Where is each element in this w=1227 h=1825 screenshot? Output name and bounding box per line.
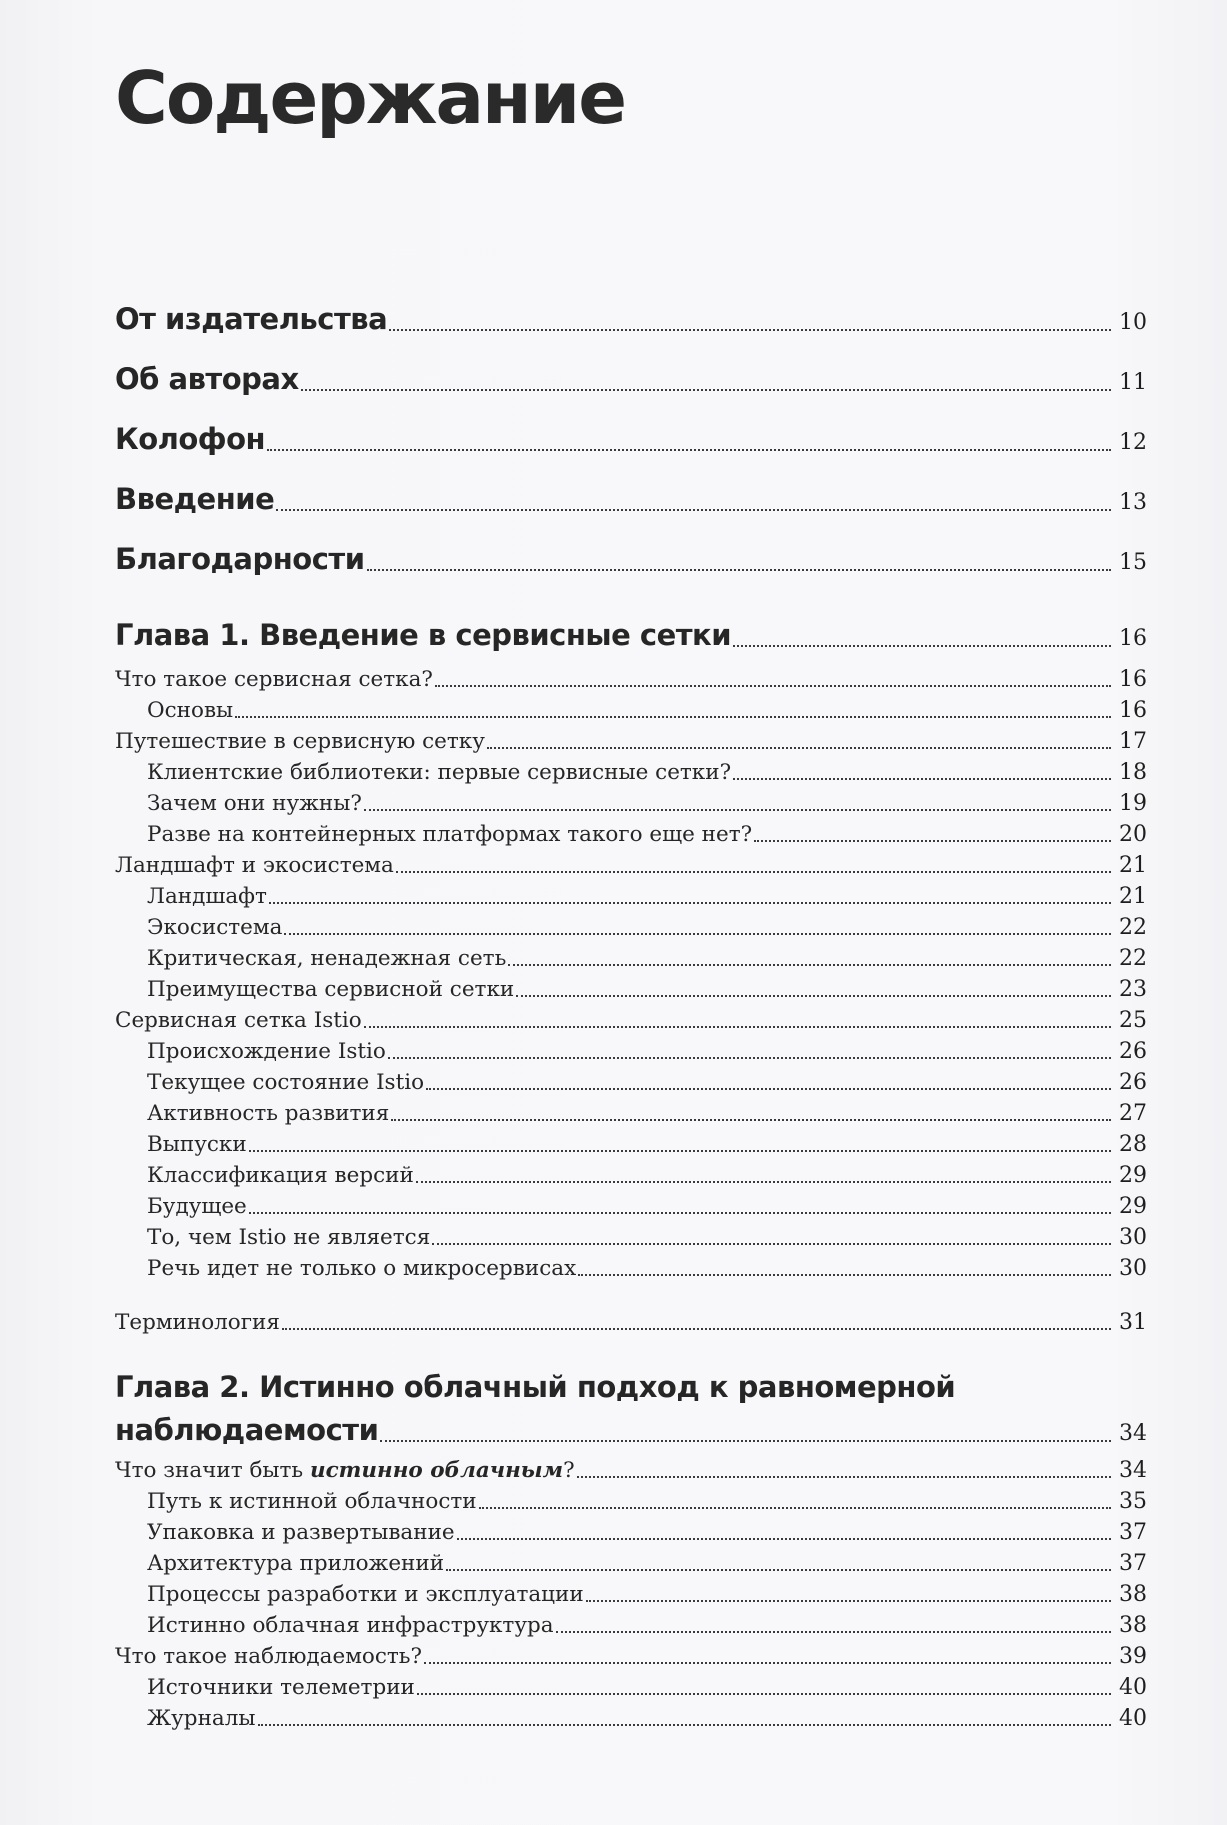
toc-entry[interactable] xyxy=(115,362,1147,396)
toc-label-prefix: Что значит быть xyxy=(115,1458,310,1483)
dot-leader xyxy=(754,839,1111,842)
toc-subsection[interactable] xyxy=(147,1039,1147,1064)
toc-chapter-label: Глава 1. Введение в сервисные сетки xyxy=(115,618,732,652)
toc-chapter-label: наблюдаемости xyxy=(115,1413,379,1447)
toc-page-number: 39 xyxy=(1119,1644,1147,1669)
dot-leader xyxy=(367,568,1111,571)
toc-page-number: 16 xyxy=(1119,626,1147,651)
dot-leader xyxy=(276,508,1111,511)
toc-subsection-label: Путь к истинной облачности xyxy=(147,1489,477,1514)
toc-page-number: 38 xyxy=(1119,1613,1147,1638)
toc-subsection[interactable] xyxy=(147,884,1147,909)
toc-entry[interactable] xyxy=(115,422,1147,456)
toc-subsection-label: Критическая, ненадежная сеть xyxy=(147,946,507,971)
toc-section-label: Что такое сервисная сетка? xyxy=(115,667,433,692)
toc-subsection[interactable] xyxy=(147,1706,1147,1731)
dot-leader xyxy=(364,808,1111,811)
toc-subsection[interactable] xyxy=(147,1256,1147,1281)
toc-page-number: 21 xyxy=(1119,853,1147,878)
toc-page-number: 21 xyxy=(1119,884,1147,909)
toc-section-label xyxy=(115,1458,575,1483)
toc-subsection-label: Журналы xyxy=(147,1706,256,1731)
toc-subsection-label: Ландшафт xyxy=(147,884,267,909)
toc-subsection[interactable] xyxy=(147,1675,1147,1700)
toc-subsection-label: Источники телеметрии xyxy=(147,1675,415,1700)
toc-page-number: 34 xyxy=(1119,1458,1147,1483)
dot-leader xyxy=(457,1537,1111,1540)
dot-leader xyxy=(416,1180,1111,1183)
toc-page-number: 37 xyxy=(1119,1551,1147,1576)
toc-subsection[interactable] xyxy=(147,1225,1147,1250)
toc-subsection-label: Преимущества сервисной сетки xyxy=(147,977,515,1002)
toc-page-number: 30 xyxy=(1119,1256,1147,1281)
toc-subsection-label: Активность развития xyxy=(147,1101,390,1126)
toc-page-number: 29 xyxy=(1119,1163,1147,1188)
toc-page-number: 26 xyxy=(1119,1039,1147,1064)
toc-subsection-label: Процессы разработки и эксплуатации xyxy=(147,1582,584,1607)
toc-subsection[interactable] xyxy=(147,915,1147,940)
dot-leader xyxy=(389,328,1111,331)
dot-leader xyxy=(235,715,1111,718)
toc-subsection[interactable] xyxy=(147,1070,1147,1095)
toc-page-number: 22 xyxy=(1119,946,1147,971)
toc-page-number: 10 xyxy=(1119,310,1147,335)
dot-leader xyxy=(396,870,1111,873)
dot-leader xyxy=(578,1273,1111,1276)
dot-leader xyxy=(249,1211,1111,1214)
toc-page-number: 16 xyxy=(1119,667,1147,692)
toc-section[interactable] xyxy=(115,1644,1147,1669)
page-title: Содержание xyxy=(115,56,626,140)
toc-page-number: 17 xyxy=(1119,729,1147,754)
toc-label-emphasis: истинно облачным xyxy=(309,1458,564,1483)
toc-page-number: 26 xyxy=(1119,1070,1147,1095)
toc-subsection-label: Экосистема xyxy=(147,915,283,940)
toc-page-number: 16 xyxy=(1119,698,1147,723)
toc-section-label: Что такое наблюдаемость? xyxy=(115,1644,423,1669)
dot-leader xyxy=(249,1149,1111,1152)
dot-leader xyxy=(417,1692,1111,1695)
dot-leader xyxy=(446,1568,1111,1571)
toc-subsection-label: Клиентские библиотеки: первые сервисные сетки? xyxy=(147,760,732,785)
toc-page-number: 31 xyxy=(1119,1310,1147,1335)
toc-subsection-label: Зачем они нужны? xyxy=(147,791,362,816)
toc-page-number: 25 xyxy=(1119,1008,1147,1033)
toc-section[interactable] xyxy=(115,667,1147,692)
toc-subsection[interactable] xyxy=(147,1132,1147,1157)
dot-leader xyxy=(586,1599,1111,1602)
toc-chapter[interactable] xyxy=(115,1413,1147,1447)
toc-subsection-label: Речь идет не только о микросервисах xyxy=(147,1256,577,1281)
toc-page-number: 34 xyxy=(1119,1421,1147,1446)
dot-leader xyxy=(267,448,1111,451)
dot-leader xyxy=(577,1475,1111,1478)
toc-page-number: 19 xyxy=(1119,791,1147,816)
toc-entry[interactable] xyxy=(115,302,1147,336)
dot-leader xyxy=(391,1118,1111,1121)
toc-subsection[interactable] xyxy=(147,1101,1147,1126)
toc-page-number: 30 xyxy=(1119,1225,1147,1250)
toc-section-label: Терминология xyxy=(115,1310,280,1335)
toc-page-number: 28 xyxy=(1119,1132,1147,1157)
toc-subsection-label: То, чем Istio не является xyxy=(147,1225,431,1250)
dot-leader xyxy=(284,932,1111,935)
toc-subsection-label: Упаковка и развертывание xyxy=(147,1520,455,1545)
toc-subsection[interactable] xyxy=(147,977,1147,1002)
toc-label-suffix: ? xyxy=(563,1458,575,1483)
dot-leader xyxy=(426,1087,1111,1090)
toc-page-number: 12 xyxy=(1119,430,1147,455)
toc-subsection-label: Разве на контейнерных платформах такого еще нет? xyxy=(147,822,753,847)
dot-leader xyxy=(733,644,1111,647)
toc-entry-label: Введение xyxy=(115,482,275,516)
toc-subsection-label: Происхождение Istio xyxy=(147,1039,386,1064)
dot-leader xyxy=(487,746,1111,749)
toc-entry-label: Благодарности xyxy=(115,542,365,576)
toc-subsection[interactable] xyxy=(147,1613,1147,1638)
dot-leader xyxy=(556,1630,1111,1633)
toc-subsection[interactable] xyxy=(147,946,1147,971)
dot-leader xyxy=(516,994,1111,997)
toc-page-number: 40 xyxy=(1119,1706,1147,1731)
toc-subsection[interactable] xyxy=(147,822,1147,847)
dot-leader xyxy=(435,684,1111,687)
toc-section[interactable] xyxy=(115,853,1147,878)
dot-leader xyxy=(424,1661,1111,1664)
dot-leader xyxy=(432,1242,1111,1245)
toc-page-number: 23 xyxy=(1119,977,1147,1002)
toc-section-label: Путешествие в сервисную сетку xyxy=(115,729,485,754)
toc-subsection[interactable] xyxy=(147,1194,1147,1219)
toc-subsection[interactable] xyxy=(147,1489,1147,1514)
dot-leader xyxy=(380,1439,1111,1442)
toc-page-number: 13 xyxy=(1119,490,1147,515)
toc-page-number: 38 xyxy=(1119,1582,1147,1607)
toc-entry[interactable] xyxy=(115,542,1147,576)
dot-leader xyxy=(301,388,1111,391)
toc-section[interactable] xyxy=(115,729,1147,754)
toc-section[interactable] xyxy=(115,1310,1147,1335)
toc-subsection-label: Архитектура приложений xyxy=(147,1551,445,1576)
dot-leader xyxy=(282,1327,1111,1330)
toc-subsection-label: Основы xyxy=(147,698,234,723)
toc-subsection-label: Классификация версий xyxy=(147,1163,414,1188)
toc-subsection-label: Будущее xyxy=(147,1194,247,1219)
dot-leader xyxy=(258,1723,1112,1726)
toc-section-label: Ландшафт и экосистема xyxy=(115,853,394,878)
toc-section[interactable] xyxy=(115,1458,1147,1483)
toc-page-number: 40 xyxy=(1119,1675,1147,1700)
toc-subsection[interactable] xyxy=(147,1582,1147,1607)
toc-subsection[interactable] xyxy=(147,760,1147,785)
toc-subsection[interactable] xyxy=(147,1163,1147,1188)
toc-subsection[interactable] xyxy=(147,791,1147,816)
toc-subsection-label: Выпуски xyxy=(147,1132,247,1157)
dot-leader xyxy=(508,963,1111,966)
dot-leader xyxy=(364,1025,1111,1028)
toc-page-number: 18 xyxy=(1119,760,1147,785)
toc-subsection-label: Истинно облачная инфраструктура xyxy=(147,1613,554,1638)
toc-chapter[interactable] xyxy=(115,618,1147,652)
toc-page-number: 15 xyxy=(1119,550,1147,575)
toc-subsection[interactable] xyxy=(147,1551,1147,1576)
toc-entry[interactable] xyxy=(115,482,1147,516)
toc-subsection-label: Текущее состояние Istio xyxy=(147,1070,425,1095)
toc-entry-label: Об авторах xyxy=(115,362,299,396)
toc-page-number: 27 xyxy=(1119,1101,1147,1126)
toc-section[interactable] xyxy=(115,1008,1147,1033)
toc-section-label: Сервисная сетка Istio xyxy=(115,1008,362,1033)
toc-entry-label: От издательства xyxy=(115,302,388,336)
toc-page-number: 22 xyxy=(1119,915,1147,940)
toc-page-number: 20 xyxy=(1119,822,1147,847)
toc-page-number: 11 xyxy=(1119,370,1147,395)
toc-subsection[interactable] xyxy=(147,698,1147,723)
dot-leader xyxy=(388,1056,1111,1059)
toc-entry-label: Колофон xyxy=(115,422,266,456)
dot-leader xyxy=(269,901,1111,904)
toc-page-number: 37 xyxy=(1119,1520,1147,1545)
toc-page-number: 29 xyxy=(1119,1194,1147,1219)
toc-page-number: 35 xyxy=(1119,1489,1147,1514)
dot-leader xyxy=(733,777,1111,780)
toc-subsection[interactable] xyxy=(147,1520,1147,1545)
dot-leader xyxy=(479,1506,1111,1509)
toc-chapter-label-line1: Глава 2. Истинно облачный подход к равномерной xyxy=(115,1370,956,1404)
